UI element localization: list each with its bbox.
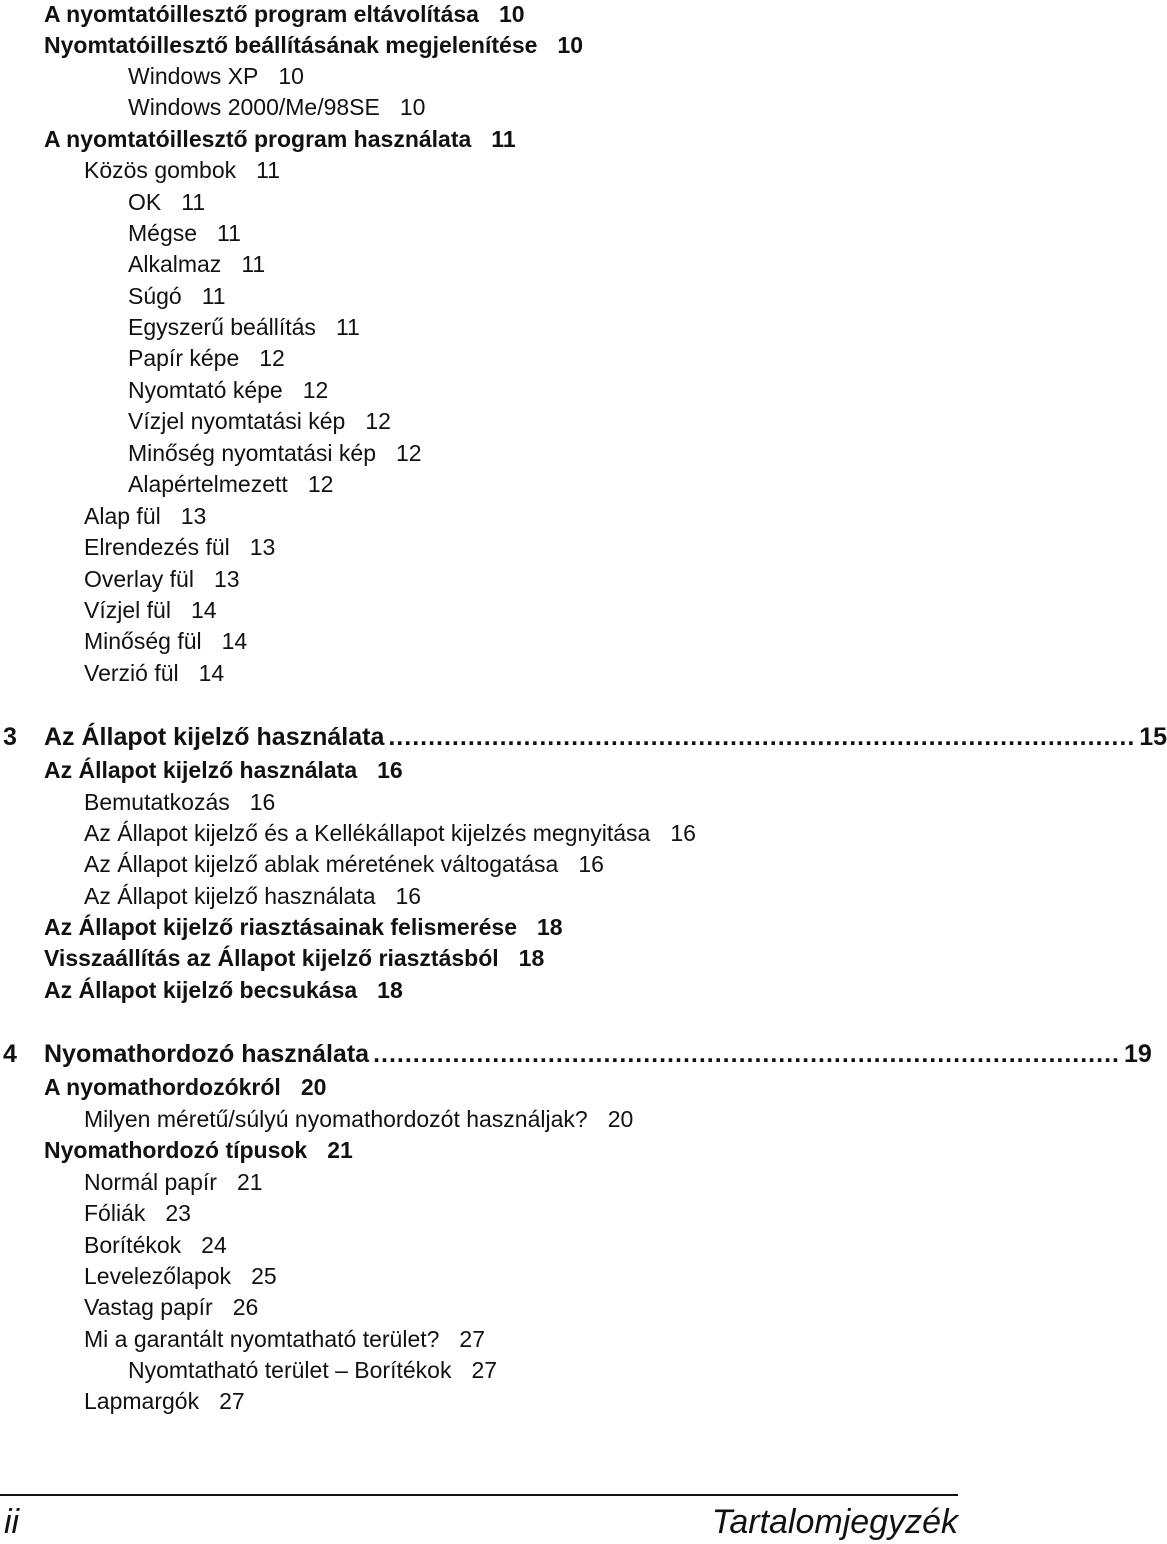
toc-entry[interactable]: Fóliák 23 <box>84 1200 191 1226</box>
toc-entry[interactable]: Windows 2000/Me/98SE 10 <box>128 94 426 120</box>
toc-entry[interactable]: Bemutatkozás 16 <box>84 789 276 815</box>
toc-entry[interactable]: Nyomtató képe 12 <box>128 377 329 403</box>
toc-entry[interactable]: Alapértelmezett 12 <box>128 471 334 497</box>
toc-entry[interactable]: Alap fül 13 <box>84 503 207 529</box>
chapter-number: 3 <box>3 723 17 751</box>
toc-entry[interactable]: Verzió fül 14 <box>84 660 225 686</box>
toc-entry[interactable]: Az Állapot kijelző használata 16 <box>44 757 403 783</box>
toc-entry[interactable]: Az Állapot kijelző riasztásainak felismerése 18 <box>44 914 563 940</box>
footer-section-title: Tartalomjegyzék <box>711 1503 958 1541</box>
chapter-title: Az Állapot kijelző használata <box>44 723 385 751</box>
toc-entry[interactable]: A nyomtatóillesztő program eltávolítása 10 <box>44 1 525 27</box>
toc-entry[interactable]: A nyomtatóillesztő program használata 11 <box>44 126 516 152</box>
toc-entry[interactable]: Normál papír 21 <box>84 1169 263 1195</box>
chapter-heading[interactable] <box>0 722 1167 752</box>
toc-entry[interactable]: Alkalmaz 11 <box>128 251 266 277</box>
toc-entry[interactable]: Minőség nyomtatási kép 12 <box>128 440 422 466</box>
toc-entry[interactable]: Nyomtatóillesztő beállításának megjelenítése 10 <box>44 32 583 58</box>
toc-entry[interactable]: Milyen méretű/súlyú nyomathordozót használjak? 20 <box>84 1106 634 1132</box>
toc-entry[interactable]: Az Állapot kijelző becsukása 18 <box>44 977 403 1003</box>
toc-entry[interactable]: Közös gombok 11 <box>84 157 281 183</box>
toc-entry[interactable]: Mégse 11 <box>128 220 241 246</box>
toc-entry[interactable]: Súgó 11 <box>128 283 226 309</box>
toc-entry[interactable]: Visszaállítás az Állapot kijelző riasztásból 18 <box>44 945 545 971</box>
dot-leader: .............................................................................................. <box>373 1040 1120 1068</box>
toc-entry[interactable]: Az Állapot kijelző és a Kellékállapot kijelzés megnyitása 16 <box>84 820 696 846</box>
toc-entry[interactable]: Vastag papír 26 <box>84 1294 259 1320</box>
chapter-title: Nyomathordozó használata <box>44 1040 370 1068</box>
toc-entry[interactable]: Windows XP 10 <box>128 63 304 89</box>
toc-entry[interactable]: Overlay fül 13 <box>84 566 240 592</box>
toc-entry[interactable]: Nyomathordozó típusok 21 <box>44 1137 353 1163</box>
footer-rule <box>0 1494 958 1496</box>
toc-entry[interactable]: Papír képe 12 <box>128 345 285 371</box>
toc-entry[interactable]: Elrendezés fül 13 <box>84 534 276 560</box>
toc-entry[interactable]: Borítékok 24 <box>84 1232 227 1258</box>
chapter-page: 19 <box>1123 1040 1152 1068</box>
chapter-number: 4 <box>3 1040 17 1068</box>
toc-entry[interactable]: Nyomtatható terület – Borítékok 27 <box>128 1357 498 1383</box>
chapter-heading[interactable] <box>0 1039 1152 1069</box>
toc-entry[interactable]: Vízjel fül 14 <box>84 597 217 623</box>
toc-entry[interactable]: Minőség fül 14 <box>84 628 248 654</box>
toc-entry[interactable]: Vízjel nyomtatási kép 12 <box>128 408 391 434</box>
toc-entry[interactable]: Az Állapot kijelző használata 16 <box>84 883 422 909</box>
toc-entry[interactable]: A nyomathordozókról 20 <box>44 1074 327 1100</box>
dot-leader: .............................................................................................. <box>388 723 1136 751</box>
footer-page-number: ii <box>4 1503 20 1541</box>
toc-entry[interactable]: Az Állapot kijelző ablak méretének váltogatása 16 <box>84 851 604 877</box>
chapter-page: 15 <box>1139 723 1167 751</box>
toc-entry[interactable]: OK 11 <box>128 189 206 215</box>
toc-entry[interactable]: Levelezőlapok 25 <box>84 1263 277 1289</box>
toc-entry[interactable]: Lapmargók 27 <box>84 1388 245 1414</box>
toc-entry[interactable]: Mi a garantált nyomtatható terület? 27 <box>84 1326 486 1352</box>
toc-entry[interactable]: Egyszerű beállítás 11 <box>128 314 360 340</box>
